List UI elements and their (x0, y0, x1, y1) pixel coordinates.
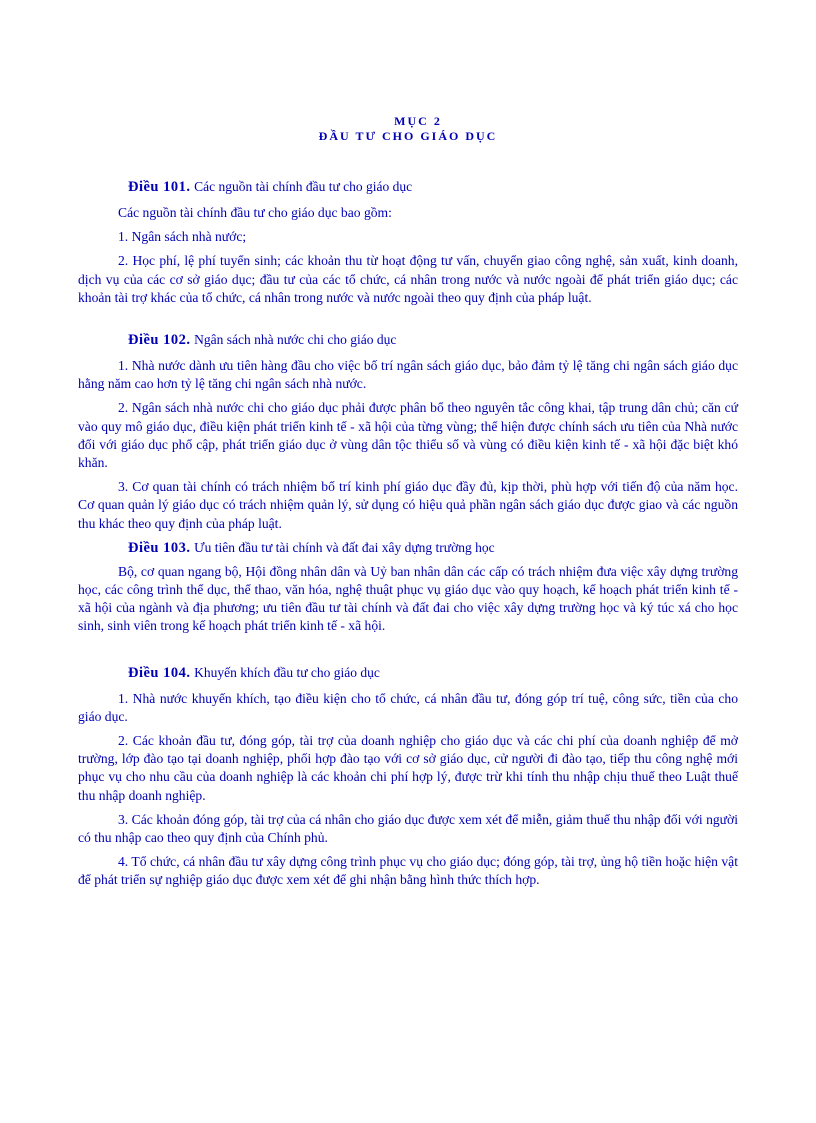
article-number: Điều 103. (128, 539, 191, 556)
article-104 (78, 664, 738, 890)
article-paragraph: 2. Các khoản đầu tư, đóng góp, tài trợ của doanh nghiệp cho giáo dục và các chi phí của doanh nghiệp để mở trường, lớp đào tạo tại doanh nghiệp, phối hợp đào tạo với cơ sở giáo dục, cử người đi đào tạo, tiếp thu công nghệ mới phục vụ cho nhu cầu của doanh nghiệp là các khoản chi phí hợp lý, được trừ khi tính thu nhập chịu thuế theo Luật thuế thu nhập doanh nghiệp. (78, 733, 738, 803)
article-paragraph: Các nguồn tài chính đầu tư cho giáo dục bao gồm: (118, 205, 392, 220)
article-title: Ngân sách nhà nước chi cho giáo dục (194, 332, 397, 348)
document-page (78, 114, 738, 896)
article-heading (78, 178, 738, 196)
article-title: Ưu tiên đầu tư tài chính và đất đai xây dựng trường học (194, 539, 495, 555)
section-label: MỤC 2 (394, 114, 442, 128)
article-paragraph: 1. Nhà nước khuyến khích, tạo điều kiện cho tổ chức, cá nhân đầu tư, đóng góp trí tuệ, công sức, tiền của cho giáo dục. (78, 690, 738, 724)
article-paragraph: 2. Ngân sách nhà nước chi cho giáo dục phải được phân bổ theo nguyên tắc công khai, tập trung dân chủ; căn cứ vào quy mô giáo dục, điều kiện phát triển kinh tế - xã hội của từng vùng; thể hiện được chính sách ưu tiên của Nhà nước đối với giáo dục phổ cập, phát triển giáo dục ở vùng dân tộc thiểu số và vùng có điều kiện kinh tế - xã hội đặc biệt khó khăn. (78, 400, 738, 471)
article-heading (78, 539, 738, 557)
article-title: Các nguồn tài chính đầu tư cho giáo dục (194, 179, 413, 194)
article-paragraph: 3. Các khoản đóng góp, tài trợ của cá nhân cho giáo dục được xem xét để miễn, giảm thuế thu nhập đối với người có thu nhập cao theo quy định của Chính phủ. (78, 811, 738, 846)
article-101 (78, 178, 738, 307)
article-number: Điều 102. (128, 332, 191, 349)
section-heading (78, 114, 738, 144)
article-number: Điều 104. (128, 664, 191, 681)
article-paragraph: 3. Cơ quan tài chính có trách nhiệm bố trí kinh phí giáo dục đầy đủ, kịp thời, phù hợp với tiến độ của năm học. Cơ quan quản lý giáo dục có trách nhiệm quản lý, sử dụng có hiệu quả phần ngân sách giáo dục được giao và các nguồn thu khác theo quy định của pháp luật. (78, 479, 738, 531)
article-paragraph: 4. Tổ chức, cá nhân đầu tư xây dựng công trình phục vụ cho giáo dục; đóng góp, tài trợ, ủng hộ tiền hoặc hiện vật để phát triển sự nghiệp giáo dục được xem xét để ghi nhận bằng hình thức thích hợp. (78, 854, 738, 888)
article-heading (78, 664, 738, 682)
article-heading (78, 331, 738, 349)
section-title: ĐẦU TƯ CHO GIÁO DỤC (318, 129, 498, 143)
article-paragraph: 1. Nhà nước dành ưu tiên hàng đầu cho việc bố trí ngân sách giáo dục, bảo đảm tỷ lệ tăng chi ngân sách giáo dục hằng năm cao hơn tỷ lệ tăng chi ngân sách nhà nước. (78, 358, 738, 392)
article-paragraph: Bộ, cơ quan ngang bộ, Hội đồng nhân dân và Uỷ ban nhân dân các cấp có trách nhiệm đưa việc xây dựng trường học, các công trình thể dục, thể thao, văn hóa, nghệ thuật phục vụ giáo dục vào quy hoạch, kế hoạch phát triển kinh tế - xã hội của ngành và địa phương; ưu tiên đầu tư tài chính và đất đai cho việc xây dựng trường học và ký túc xá cho học sinh, sinh viên trong kế hoạch phát triển kinh tế - xã hội. (78, 563, 738, 634)
article-paragraph: 2. Học phí, lệ phí tuyển sinh; các khoản thu từ hoạt động tư vấn, chuyển giao công nghệ, sản xuất, kinh doanh, dịch vụ của các cơ sở giáo dục; đầu tư của các tổ chức, cá nhân trong nước và nước ngoài để phát triển giáo dục; các khoản tài trợ khác của tổ chức, cá nhân trong nước và nước ngoài theo quy định của pháp luật. (78, 253, 738, 305)
article-title: Khuyến khích đầu tư cho giáo dục (194, 664, 380, 680)
article-102 (78, 331, 738, 533)
article-number: Điều 101. (128, 179, 191, 195)
article-103 (78, 539, 738, 636)
article-paragraph: 1. Ngân sách nhà nước; (118, 229, 247, 245)
